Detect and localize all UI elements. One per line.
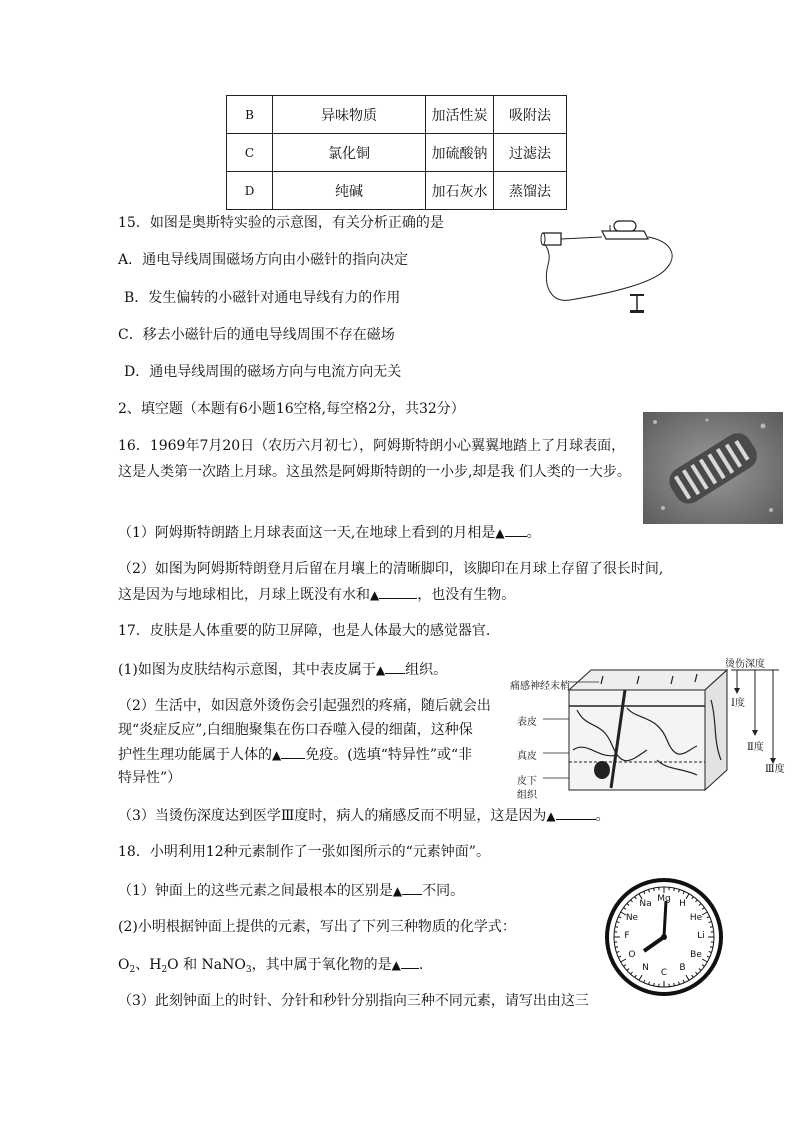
q16-part1-text: （1）阿姆斯特朗踏上月球表面这一天,在地球上看到的月相是: [118, 525, 496, 541]
label-epidermis: 表皮: [517, 717, 537, 728]
answer-blank[interactable]: [385, 660, 405, 674]
table-row: [227, 172, 567, 210]
q17-part2-line1: （2）生活中，如因意外烫伤会引起强烈的疼痛，随后就会出: [118, 698, 491, 714]
option-letter: C: [227, 134, 273, 172]
q15-option-a: A．通电导线周围磁场方向由小磁针的指向决定: [118, 252, 409, 268]
table-row: [227, 134, 567, 172]
clock-element-c: C: [660, 968, 668, 978]
q17-part2-line3: [118, 745, 472, 764]
q16-part2-end: ，也没有生物。: [417, 587, 516, 603]
substance-cell: 异味物质: [273, 96, 426, 134]
clock-element-mg: Mg: [657, 894, 671, 904]
q18-part3: （3）此刻钟面上的时针、分针和秒针分别指向三种不同元素，请写出由这三: [118, 993, 589, 1009]
label-burn-depth: 烫伤深度: [725, 659, 765, 670]
skin-structure-diagram: [507, 650, 792, 800]
answer-blank[interactable]: [401, 955, 419, 969]
option-letter: B: [227, 96, 273, 134]
label-subcutaneous-2: 组织: [517, 790, 537, 801]
label-dermis: 真皮: [517, 751, 537, 762]
reagent-cell: 加活性炭: [426, 96, 494, 134]
q16-part2: [118, 585, 515, 604]
q17-stem: 17．皮肤是人体重要的防卫屏障，也是人体最大的感觉器官.: [118, 623, 491, 639]
reagent-cell: 加硫酸钠: [426, 134, 494, 172]
footprint-photo: [643, 412, 783, 524]
answer-marker: ▲: [272, 748, 282, 762]
answer-blank[interactable]: [505, 523, 527, 537]
clock-element-b: B: [679, 963, 686, 974]
option-letter: D: [227, 172, 273, 210]
q15-option-c: C．移去小磁针后的通电导线周围不存在磁场: [118, 327, 395, 343]
q18-part2-end: .: [418, 957, 424, 973]
clock-element-o: O: [628, 949, 636, 960]
clock-tick: [615, 947, 618, 948]
answer-marker: ▲: [370, 588, 380, 602]
skin-block-drawing: [507, 650, 792, 800]
q17-part3-end: 。: [595, 808, 610, 824]
substance-cell: 氯化铜: [273, 134, 426, 172]
clock-tick: [674, 888, 675, 891]
clock-tick: [615, 927, 618, 928]
q18-part2-line2: [118, 955, 423, 979]
answer-blank[interactable]: [556, 806, 596, 820]
clock-tick: [674, 983, 675, 986]
clock-element-f: F: [624, 931, 630, 941]
subscript: 2: [129, 965, 136, 975]
clock-element-be: Be: [690, 949, 702, 960]
section-heading: 2、填空题（本题有6小题16空格,每空格2分，共32分）: [118, 401, 465, 417]
answer-blank[interactable]: [402, 881, 422, 895]
table-row: [227, 96, 567, 134]
element-clock: [604, 877, 724, 997]
clock-element-li: Li: [697, 931, 705, 941]
q17-part3: [118, 806, 610, 825]
formula-o2: O: [118, 957, 130, 973]
q17-part1: [118, 660, 447, 679]
q16-part2-text: 这是因为与地球相比，月球上既没有水和: [118, 587, 370, 603]
q17-part2-text: 护性生理功能属于人体的: [118, 747, 272, 763]
q15-option-b: B．发生偏转的小磁针对通电导线有力的作用: [124, 290, 401, 306]
q16-line2: 这是人类第一次踏上月球。这虽然是阿姆斯特朗的一小步,却是我 们人类的一大步。: [118, 464, 631, 480]
q17-part2-line4: 特异性”）: [118, 770, 182, 786]
method-cell: 蒸馏法: [494, 172, 567, 210]
label-degree-2: Ⅱ度: [747, 742, 764, 753]
subscript: 3: [245, 965, 252, 975]
oersted-experiment-figure: [540, 215, 680, 315]
q18-part2-line1: (2)小明根据钟面上提供的元素，写出了下列三种物质的化学式：: [118, 919, 516, 935]
q17-part2-cont: 免疫。(选填“特异性”或“非: [305, 747, 473, 763]
method-cell: 过滤法: [494, 134, 567, 172]
method-cell: 吸附法: [494, 96, 567, 134]
clock-element-na: Na: [639, 898, 652, 909]
label-degree-3: Ⅲ度: [765, 764, 785, 775]
clock-element-n: N: [642, 963, 649, 974]
answer-marker: ▲: [546, 809, 556, 823]
q16-part1: [118, 523, 541, 542]
clock-tick: [710, 927, 713, 928]
q16-part2-line1: （2）如图为阿姆斯特朗登月后留在月壤上的清晰脚印，该脚印在月球上存留了很长时间,: [118, 561, 664, 577]
label-subcutaneous: 皮下: [517, 776, 537, 787]
q18-stem: 18．小明利用12种元素制作了一张如图所示的“元素钟面”。: [118, 844, 490, 860]
answer-marker: ▲: [495, 526, 505, 540]
clock-tick: [654, 888, 655, 891]
clock-element-he: He: [689, 912, 703, 923]
options-table: [226, 95, 567, 210]
answer-marker: ▲: [391, 958, 401, 972]
answer-marker: ▲: [375, 663, 386, 677]
q18-part1-end: 不同。: [422, 883, 465, 899]
subscript: 2: [161, 965, 168, 975]
answer-marker: ▲: [392, 884, 403, 898]
substance-cell: 纯碱: [273, 172, 426, 210]
q15-option-d: D．通电导线周围的磁场方向与电流方向无关: [124, 364, 402, 380]
q17-part1-end: 组织。: [405, 662, 448, 678]
answer-blank[interactable]: [379, 585, 417, 599]
q16-part1-end: 。: [526, 525, 541, 541]
reagent-cell: 加石灰水: [426, 172, 494, 210]
formula-nano3: O 和 NaNO: [167, 957, 246, 973]
q16-line1: 16．1969年7月20日（农历六月初七），阿姆斯特朗小心翼翼地踏上了月球表面，: [118, 438, 626, 454]
q17-part3-text: （3）当烫伤深度达到医学Ⅲ度时，病人的痛感反而不明显，这是因为: [118, 808, 547, 824]
q15-stem: 15．如图是奥斯特实验的示意图，有关分析正确的是: [118, 215, 444, 231]
q18-part1: [118, 881, 464, 900]
clock-element-ne: Ne: [625, 912, 639, 923]
clock-tick: [654, 983, 655, 986]
q18-part1-text: （1）钟面上的这些元素之间最根本的区别是: [118, 883, 393, 899]
formula-h2o: 、H: [135, 957, 162, 973]
clock-element-h: H: [679, 898, 686, 909]
clock-tick: [710, 947, 713, 948]
q18-part2-text: ，其中属于氧化物的是: [251, 957, 392, 973]
q17-part2-line2: 现“炎症反应”,白细胞聚集在伤口吞噬入侵的细菌，这种保: [118, 722, 473, 738]
label-degree-1: Ⅰ度: [731, 698, 745, 709]
answer-blank[interactable]: [281, 745, 305, 759]
q17-part1-text: (1)如图为皮肤结构示意图，其中表皮属于: [118, 662, 376, 678]
label-nerve-ending: 痛感神经末梢: [510, 681, 570, 692]
